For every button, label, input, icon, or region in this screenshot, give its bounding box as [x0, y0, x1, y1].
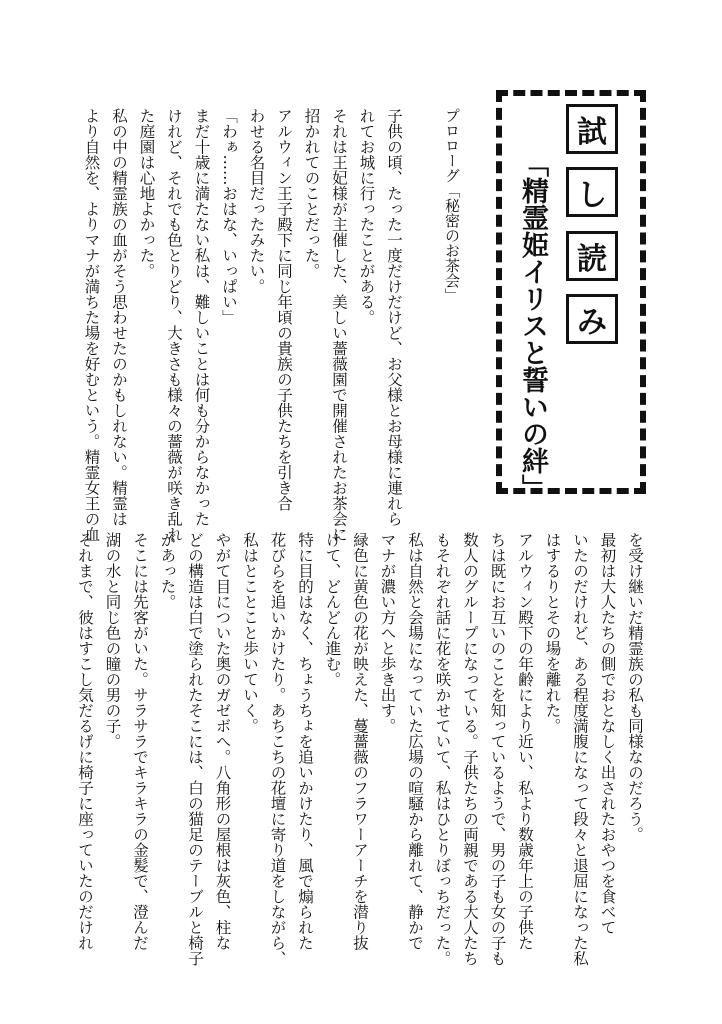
text-line: 私の中の精霊族の血がそう思わせたのかもしれない。精霊は [110, 108, 128, 527]
text-line: より自然を、よりマナが満ちた場を好むという。精霊女王の血 [82, 108, 101, 542]
text-line: 緑色に黄色の花が映えた、蔓薔薇のフラワーアーチを潜り抜 [351, 532, 369, 951]
text-line: はするりとその場を離れた。 [543, 532, 562, 734]
text-line: けて、どんどん進む。 [323, 532, 342, 687]
trial-reading-label [566, 104, 624, 344]
text-line: があった。 [158, 532, 177, 610]
text-line: 私はとことこと歩いていく。 [241, 532, 259, 734]
text-line: 子供の頃、たった一度だけだけど、お父様とお母様に連れら [385, 108, 403, 527]
text-line: 花びらを追いかけたり。あちこちの花壇に寄り道をしながら、 [268, 532, 287, 966]
text-line: 特に目的はなく、ちょうちょを追いかけたり、風で煽られた [296, 532, 314, 951]
text-line: を受け継いだ精霊族の私も同様なのだろう。 [626, 532, 644, 842]
text-line: れてお城に行ったことがある。 [357, 108, 376, 325]
text-line: 数人のグループになっている。子供たちの両親である大人たち [461, 532, 479, 966]
text-line: 最初は大人たちの側でおとなしく出されたおやつを食べて [598, 532, 617, 935]
text-line: 「わぁ……おはな、いっぱい」 [220, 108, 238, 325]
text-line: アルウィン王子殿下に同じ年頃の貴族の子供たちを引き合 [275, 108, 293, 511]
text-line: マナが濃い方へと歩き出す。 [378, 532, 397, 734]
text-line: それは王妃様が主催した、美しい薔薇園で開催されたお茶会に [330, 108, 348, 542]
text-line: まだ十歳に満たない私は、難しいことは何も分からなかった [192, 108, 211, 527]
text-line: ちは既にお互いのことを知っているようで、男の子も女の子も [488, 532, 507, 966]
text-line: それまで、彼はすこし気だるげに椅子に座っていたのだけれ [76, 532, 94, 951]
text-line: けれど、それでも色とりどり、大きさも様々の薔薇が咲き乱れ [165, 108, 183, 542]
text-line: どの構造は白で塗られたそこには、白の猫足のテーブルと椅子 [186, 532, 204, 966]
text-line: 私は自然と会場になっていた広場の喧騒から離れて、静かで [406, 532, 424, 951]
text-line: やがて目についた奥のガゼボへ。八角形の屋根は灰色、柱な [213, 532, 232, 951]
text-line: 招かれてのことだった。 [302, 108, 321, 279]
text-line: そこには先客がいた。サラサラでキラキラの金髪で、澄んだ [131, 532, 149, 951]
text-line: アルウィン殿下の年齢により近い、私より数歳年上の子供た [516, 532, 534, 951]
trial-char: し [566, 167, 618, 217]
text-line: わせる名目だったみたい。 [247, 108, 266, 294]
book-title: 「精霊姫イリスと誓いの絆」 [517, 150, 548, 501]
text-block-bottom [76, 532, 648, 966]
text-block-top [82, 108, 407, 542]
trial-char: 試 [566, 104, 618, 154]
text-line: 湖の水と同じ色の瞳の男の子。 [103, 532, 122, 749]
text-line: いたのだけれど、ある程度満腹になって段々と退屈になった私 [571, 532, 589, 966]
trial-char: み [566, 294, 618, 344]
text-line: もそれぞれ話に花を咲かせていて、私はひとりぼっちだった。 [433, 532, 452, 966]
chapter-heading: プロローグ「秘密のお茶会」 [443, 108, 461, 303]
text-line: た庭園は心地よかった。 [137, 108, 156, 279]
trial-char: 読 [566, 231, 618, 281]
